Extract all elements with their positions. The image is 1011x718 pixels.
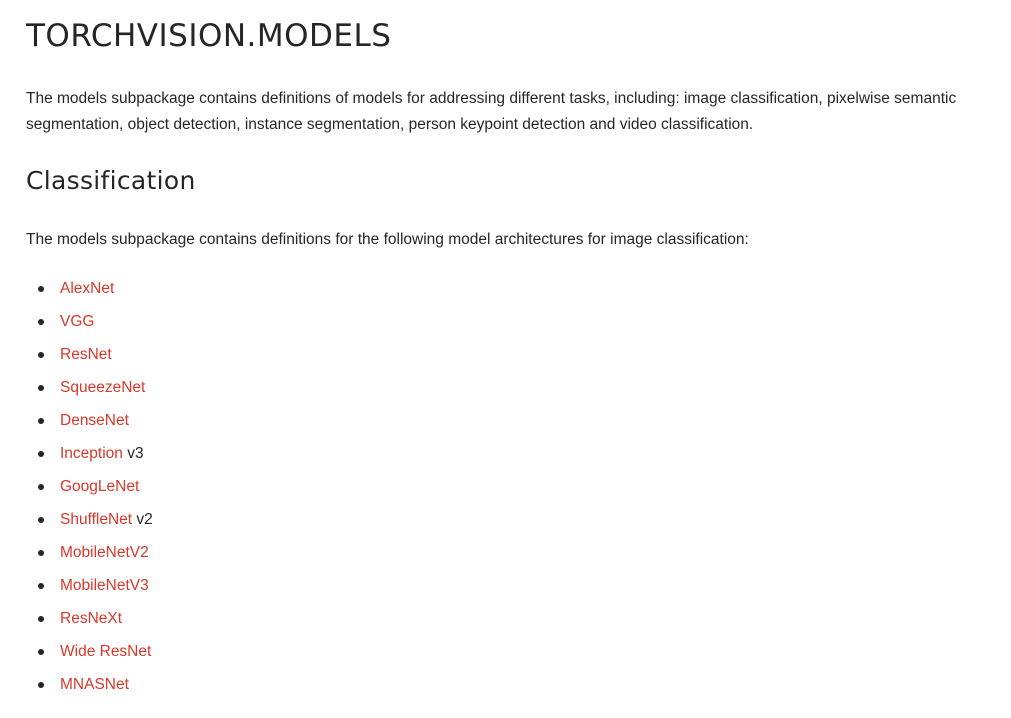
list-item bbox=[26, 508, 153, 541]
list-item bbox=[26, 574, 153, 607]
bullet-icon bbox=[38, 682, 44, 688]
model-link[interactable]: DenseNet bbox=[60, 412, 129, 429]
list-item bbox=[26, 442, 153, 475]
bullet-icon bbox=[38, 583, 44, 589]
model-link[interactable]: AlexNet bbox=[60, 280, 115, 297]
model-version-suffix: v2 bbox=[132, 511, 153, 528]
list-item bbox=[26, 409, 153, 442]
list-item bbox=[26, 673, 153, 706]
bullet-icon bbox=[38, 649, 44, 655]
bullet-icon bbox=[38, 286, 44, 292]
bullet-icon bbox=[38, 385, 44, 391]
model-link[interactable]: GoogLeNet bbox=[60, 478, 140, 495]
bullet-icon bbox=[38, 484, 44, 490]
list-item bbox=[26, 343, 153, 376]
model-version-suffix: v3 bbox=[122, 445, 144, 462]
model-link[interactable]: MobileNetV2 bbox=[60, 544, 149, 561]
classification-description: The models subpackage contains definitions for the following model architectures for image classification: bbox=[26, 231, 749, 248]
bullet-icon bbox=[38, 550, 44, 556]
model-link[interactable]: MobileNetV3 bbox=[60, 577, 149, 594]
section-heading-classification: Classification bbox=[26, 166, 196, 195]
list-item bbox=[26, 277, 153, 310]
list-item bbox=[26, 607, 153, 640]
list-item bbox=[26, 475, 153, 508]
bullet-icon bbox=[38, 352, 44, 358]
model-link[interactable]: ResNeXt bbox=[60, 610, 123, 627]
bullet-icon bbox=[38, 319, 44, 325]
bullet-icon bbox=[38, 418, 44, 424]
bullet-icon bbox=[38, 451, 44, 457]
model-link[interactable]: Wide ResNet bbox=[60, 643, 152, 660]
model-link[interactable]: MNASNet bbox=[60, 676, 129, 693]
list-item bbox=[26, 376, 153, 409]
model-link[interactable]: VGG bbox=[60, 313, 95, 330]
model-link[interactable]: ShuffleNet bbox=[60, 511, 133, 528]
list-item bbox=[26, 310, 153, 343]
bullet-icon bbox=[38, 517, 44, 523]
intro-paragraph: The models subpackage contains definitions of models for addressing different tasks, including: image classification, pixelwise semantic segmentation, object detection, instance segmentation, person keypoint detection and video classification. bbox=[26, 90, 957, 133]
model-list bbox=[26, 277, 153, 706]
list-item bbox=[26, 640, 153, 673]
list-item bbox=[26, 541, 153, 574]
page-title: TORCHVISION.MODELS bbox=[26, 18, 392, 54]
bullet-icon bbox=[38, 616, 44, 622]
model-link[interactable]: SqueezeNet bbox=[60, 379, 146, 396]
model-link[interactable]: Inception bbox=[60, 445, 123, 462]
model-link[interactable]: ResNet bbox=[60, 346, 112, 363]
